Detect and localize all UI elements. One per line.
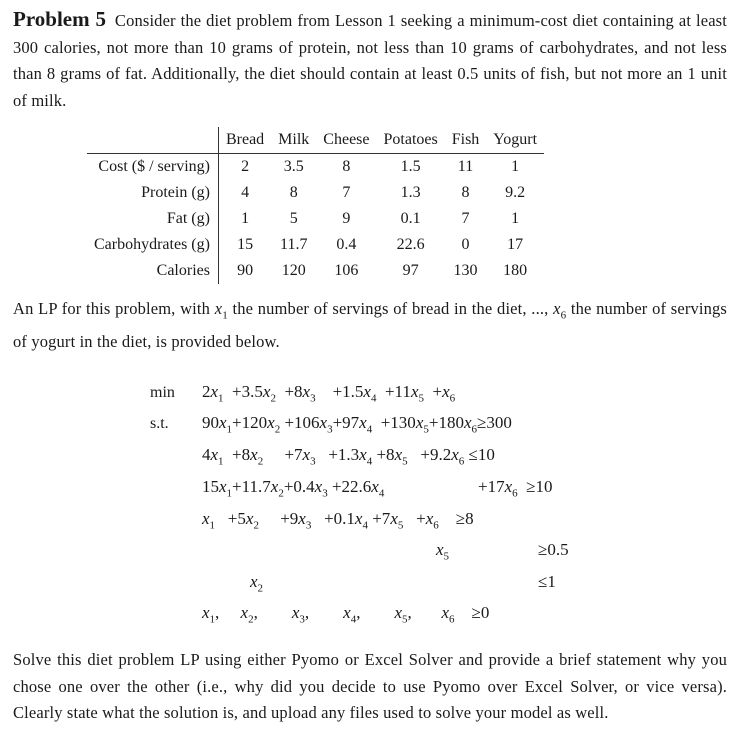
lp-intro-part2: the number of servings of bread in the diet, ..., xyxy=(232,299,549,318)
problem-statement xyxy=(13,6,727,114)
table-cell: 90 xyxy=(237,262,254,279)
table-cell: 9.2 xyxy=(505,184,526,201)
table-cell: 0 xyxy=(461,236,470,253)
problem-intro-text: Consider the diet problem from Lesson 1 seeking a minimum-cost diet containing at least 300 calories, not more than 10 grams of protein, not less than 10 grams of carbohydrates, and not less than 8 grams of fat. Additionally, the diet should contain at least 0.5 units of fish, but not more an 1 unit of milk. xyxy=(13,11,727,110)
table-cell: 9 xyxy=(342,210,351,227)
table-cell: 8 xyxy=(289,184,298,201)
table-cell: 11 xyxy=(457,158,474,175)
column-header: Fish xyxy=(445,127,487,154)
column-header: Milk xyxy=(271,127,316,154)
objective-label: min xyxy=(150,384,175,401)
constraint-milk-var: $x_2$ xyxy=(250,572,264,595)
column-header: Yogurt xyxy=(486,127,544,154)
table-cell: 1 xyxy=(511,210,520,227)
constraint-fish-var: $x_5$ xyxy=(436,540,450,563)
table-row xyxy=(87,232,544,258)
table-cell: 3.5 xyxy=(283,158,304,175)
table-cell: 5 xyxy=(289,210,298,227)
table-cell: 130 xyxy=(453,262,478,279)
table-cell: 1 xyxy=(511,158,520,175)
table-cell: 180 xyxy=(503,262,528,279)
table-cell: 106 xyxy=(334,262,359,279)
table-row xyxy=(87,258,544,284)
table-cell: 8 xyxy=(342,158,351,175)
objective-function: $2x_1 +3.5x_2 +8x_3$ $+1.5x_4 +11x_5 +x_6$ xyxy=(202,382,456,405)
row-label: Carbohydrates (g) xyxy=(87,232,218,258)
table-cell: 120 xyxy=(281,262,306,279)
table-cell: 22.6 xyxy=(396,236,425,253)
lp-intro-part3: the number of servings of yogurt in the diet, is provided below. xyxy=(13,299,727,351)
table-cell: 0.1 xyxy=(400,210,421,227)
constraints-label: s.t. xyxy=(150,415,169,432)
table-row xyxy=(87,180,544,206)
table-cell: 1.5 xyxy=(400,158,421,175)
table-cell: 0.4 xyxy=(336,236,357,253)
row-label: Cost ($ / serving) xyxy=(87,154,218,181)
constraint-milk-rhs: ≤1 xyxy=(538,572,556,591)
row-label: Protein (g) xyxy=(87,180,218,206)
table-cell: 17 xyxy=(507,236,524,253)
lp-intro-part1: An LP for this problem, with xyxy=(13,299,211,318)
lp-intro-paragraph xyxy=(13,296,727,355)
column-header: Potatoes xyxy=(377,127,445,154)
table-corner xyxy=(87,127,218,154)
var-x1: $x_1$ xyxy=(214,299,228,322)
table-cell: 7 xyxy=(342,184,351,201)
diet-table xyxy=(87,127,544,284)
constraint-calories: $90x_1+120x_2 +106x_3+97x_4 +130x_5+180x_6\ge 300$ xyxy=(202,413,512,436)
constraint-protein: $4x_1 +8x_2$ $+7x_3 +1.3x_4 +8x_5 +9.2x_6 \le 10$ xyxy=(202,445,495,468)
table-cell: 2 xyxy=(241,158,250,175)
problem-title: Problem 5 xyxy=(13,7,106,31)
table-cell: 97 xyxy=(402,262,419,279)
table-cell: 1.3 xyxy=(400,184,421,201)
column-header: Cheese xyxy=(316,127,376,154)
table-header-row xyxy=(87,127,544,154)
table-cell: 1 xyxy=(241,210,250,227)
table-cell: 4 xyxy=(241,184,250,201)
row-label: Calories xyxy=(87,258,218,284)
table-cell: 11.7 xyxy=(280,236,308,253)
constraint-fish-rhs: ≥0.5 xyxy=(538,540,569,559)
constraint-carbs-rhs: $+17x_6 \ge 10$ xyxy=(478,477,553,500)
table-row xyxy=(87,206,544,232)
constraint-carbs: $15x_1+11.7x_2+0.4x_3 +22.6x_4$ xyxy=(202,477,385,500)
row-label: Fat (g) xyxy=(87,206,218,232)
table-cell: 15 xyxy=(237,236,254,253)
instructions-paragraph: Solve this diet problem LP using either Pyomo or Excel Solver and provide a brief statement why you chose one over the other (i.e., why did you decide to use Pyomo over Excel Solver, or vice versa). Clearly state what the solution is, and upload any files used to solve your model as well. xyxy=(13,650,727,722)
column-header: Bread xyxy=(218,127,271,154)
table-row xyxy=(87,154,544,181)
table-cell: 7 xyxy=(461,210,470,227)
constraint-nonneg: $x_1$, $x_2$, $x_3$, $x_4$, $x_5$, $x_6$ ≥0 xyxy=(202,603,490,626)
constraint-fat: $x_1 +5x_2$ $+9x_3 +0.1x_4 +7x_5 +x_6$ ≥8 xyxy=(202,509,474,532)
var-x6: $x_6$ xyxy=(553,299,567,322)
table-cell: 8 xyxy=(461,184,470,201)
